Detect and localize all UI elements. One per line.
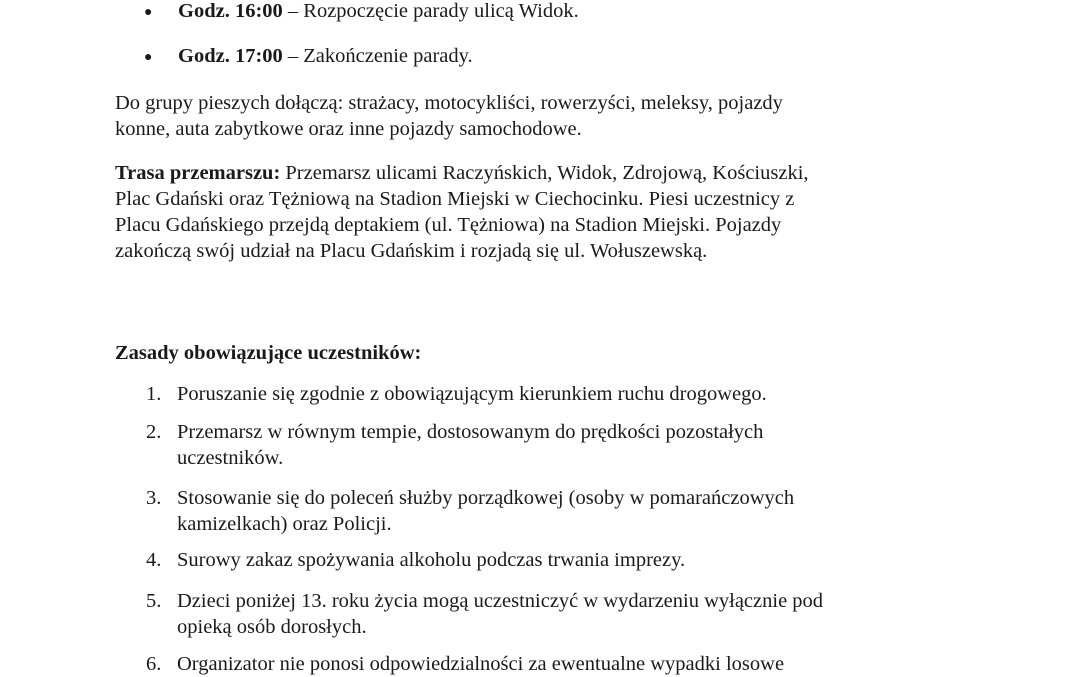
schedule-description: – Zakończenie parady.	[282, 45, 473, 67]
participants-paragraph	[115, 90, 985, 142]
route-text: Przemarsz ulicami Raczyńskich, Widok, Zdrojową, Kościuszki,	[280, 162, 809, 184]
paragraph-line: zakończą swój udział na Placu Gdańskim i rozjadą się ul. Wołuszewską.	[115, 240, 708, 262]
schedule-time: Godz. 16:00	[178, 0, 283, 22]
rule-number: 5.	[146, 590, 162, 612]
rule-text	[177, 485, 794, 537]
rule-text	[177, 588, 823, 640]
rule-line: Przemarsz w równym tempie, dostosowanym do prędkości pozostałych	[177, 421, 764, 443]
rule-number: 1.	[146, 383, 162, 405]
bullet-icon: ●	[144, 5, 153, 20]
rule-number: 4.	[146, 549, 162, 571]
schedule-line	[178, 43, 473, 69]
route-label: Trasa przemarszu:	[115, 162, 281, 184]
bullet-icon: ●	[144, 50, 153, 65]
paragraph-line	[115, 160, 985, 186]
rule-line: kamizelkach) oraz Policji.	[177, 513, 392, 535]
rule-line: uczestników.	[177, 447, 284, 469]
route-paragraph	[115, 160, 985, 264]
rule-line: Dzieci poniżej 13. roku życia mogą uczestniczyć w wydarzeniu wyłącznie pod	[177, 590, 824, 612]
rule-text	[177, 381, 767, 407]
schedule-line	[178, 0, 579, 24]
paragraph-line: Plac Gdański oraz Tężniową na Stadion Miejski w Ciechocinku. Piesi uczestnicy z	[115, 188, 795, 210]
rules-heading: Zasady obowiązujące uczestników:	[115, 342, 422, 364]
paragraph-line: Placu Gdańskiego przejdą deptakiem (ul. Tężniowa) na Stadion Miejski. Pojazdy	[115, 214, 782, 236]
rule-line: Surowy zakaz spożywania alkoholu podczas trwania imprezy.	[177, 549, 686, 571]
paragraph-line: konne, auta zabytkowe oraz inne pojazdy samochodowe.	[115, 118, 582, 140]
rule-line: Poruszanie się zgodnie z obowiązującym kierunkiem ruchu drogowego.	[177, 383, 767, 405]
rule-line: Stosowanie się do poleceń służby porządkowej (osoby w pomarańczowych	[177, 487, 795, 509]
rule-number: 6.	[146, 653, 162, 675]
rule-line: Organizator nie ponosi odpowiedzialności za ewentualne wypadki losowe	[177, 653, 785, 675]
rule-text	[177, 651, 784, 677]
rule-line: opieką osób dorosłych.	[177, 616, 367, 638]
schedule-description: – Rozpoczęcie parady ulicą Widok.	[282, 0, 579, 22]
paragraph-line: Do grupy pieszych dołączą: strażacy, motocykliści, rowerzyści, meleksy, pojazdy	[115, 92, 783, 114]
schedule-time: Godz. 17:00	[178, 45, 283, 67]
rule-number: 3.	[146, 487, 162, 509]
rule-text	[177, 547, 685, 573]
rule-text	[177, 419, 763, 471]
rule-number: 2.	[146, 421, 162, 443]
